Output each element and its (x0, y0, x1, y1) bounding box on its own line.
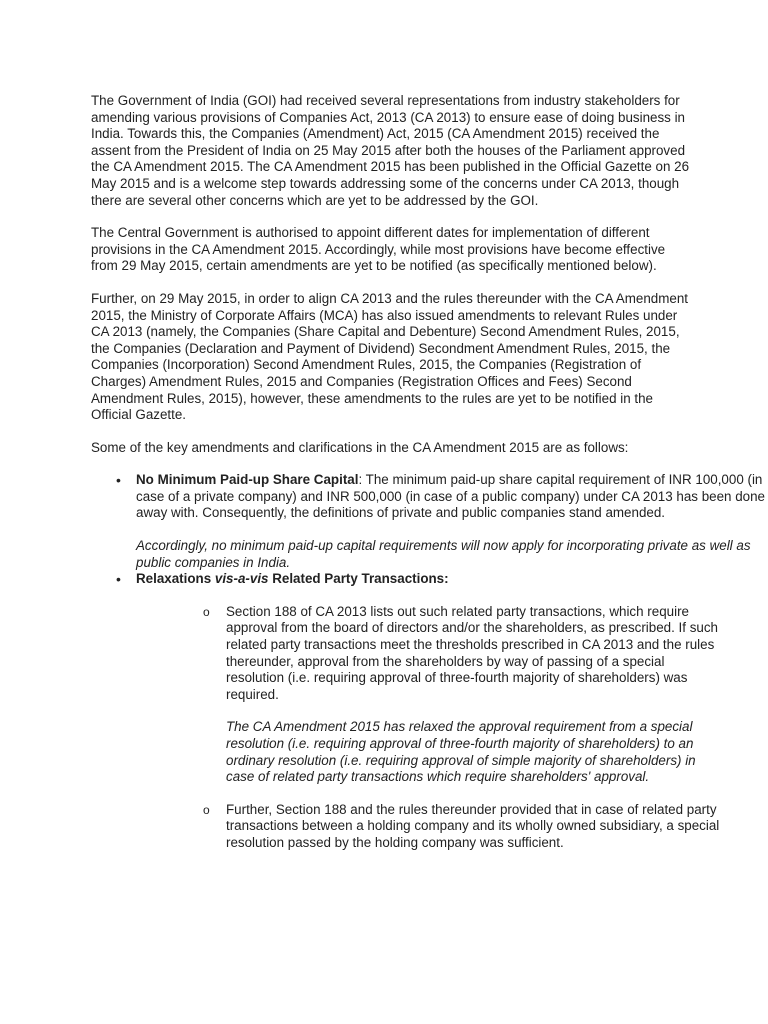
bullet-body: : The minimum paid-up share capital requirement of INR 100,000 (in case of a private company) and INR 500,000 (in case of a public company) under CA 2013 has been done away with. Consequently, the definitions of private and public companies stand amended. (136, 472, 766, 521)
amendments-list (91, 472, 766, 851)
heading-part: Related Party Transactions: (268, 571, 449, 587)
rules-amendment-paragraph: Further, on 29 May 2015, in order to align CA 2013 and the rules thereunder with the CA Amendment 2015, the Ministry of Corporate Affairs (MCA) has also issued amendments to relevant Rules under CA 2013 (namely, the Companies (Share Capital and Debenture) Second Amendment Rules, 2015, the Companies (Declaration and Payment of Dividend) Secondment Amendment Rules, 2015, the Companies (Incorporation) Second Amendment Rules, 2015, the Companies (Registration of Charges) Amendment Rules, 2015 and Companies (Registration Offices and Fees) Second Amendment Rules, 2015), however, these amendments to the rules are yet to be notified in the Official Gazette. (91, 290, 688, 423)
heading-part: Relaxations (136, 571, 215, 587)
sub-item-text: Further, Section 188 and the rules thereunder provided that in case of related party transactions between a holding company and its wholly owned subsidiary, a special resolution passed by the holding company was sufficient. (226, 801, 720, 850)
bullet-heading (136, 571, 768, 588)
heading-italic-part: vis-a-vis (214, 571, 269, 587)
sub-item-text: Section 188 of CA 2013 lists out such related party transactions, which require approval from the board of directors and/or the shareholders, as prescribed. If such related party transactions meet the thresholds prescribed in CA 2013 and the rules thereunder, approval from the shareholders by way of passing of a special resolution (i.e. requiring approval of three-fourth majority of shareholders) was required. (226, 603, 718, 702)
intro-paragraph: The Government of India (GOI) had received several representations from industry stakeholders for amending various provisions of Companies Act, 2013 (CA 2013) to ensure ease of doing business in India. Towards this, the Companies (Amendment) Act, 2015 (CA Amendment 2015) received the assent from the President of India on 25 May 2015 after both the houses of the Parliament approved the CA Amendment 2015. The CA Amendment 2015 has been published in the Official Gazette on 26 May 2015 and is a welcome step towards addressing some of the concerns under CA 2013, though there are several other concerns which are yet to be addressed by the GOI. (91, 93, 690, 208)
list-item-related-party (91, 571, 768, 851)
key-amendments-intro: Some of the key amendments and clarifications in the CA Amendment 2015 are as follows: (91, 439, 629, 455)
sub-item-note: The CA Amendment 2015 has relaxed the approval requirement from a special resolution (i.e. requiring approval of three-fourth majority of shareholders) to an ordinary resolution (i.e. requiring approval of simple majority of shareholders) in case of related party transactions which require shareholders' approval. (226, 719, 696, 785)
implementation-paragraph: The Central Government is authorised to appoint different dates for implementation of different provisions in the CA Amendment 2015. Accordingly, while most provisions have become effective from 29 May 2015, certain amendments are yet to be notified (as specifically mentioned below). (91, 225, 666, 274)
bullet-note: Accordingly, no minimum paid-up capital requirements will now apply for incorporating private as well as public companies in India. (136, 538, 751, 570)
sub-bullet-marker: o (203, 802, 210, 817)
sub-list (136, 604, 768, 852)
list-item-paid-up-capital (91, 472, 768, 571)
sub-item-section-188 (136, 604, 721, 786)
bullet-marker: • (116, 472, 121, 489)
bullet-marker: • (116, 571, 121, 588)
sub-bullet-marker: o (203, 604, 210, 619)
bullet-heading: No Minimum Paid-up Share Capital (136, 472, 359, 488)
sub-item-holding-company (136, 802, 721, 852)
bullet-text (136, 472, 768, 522)
document-body (91, 93, 766, 868)
